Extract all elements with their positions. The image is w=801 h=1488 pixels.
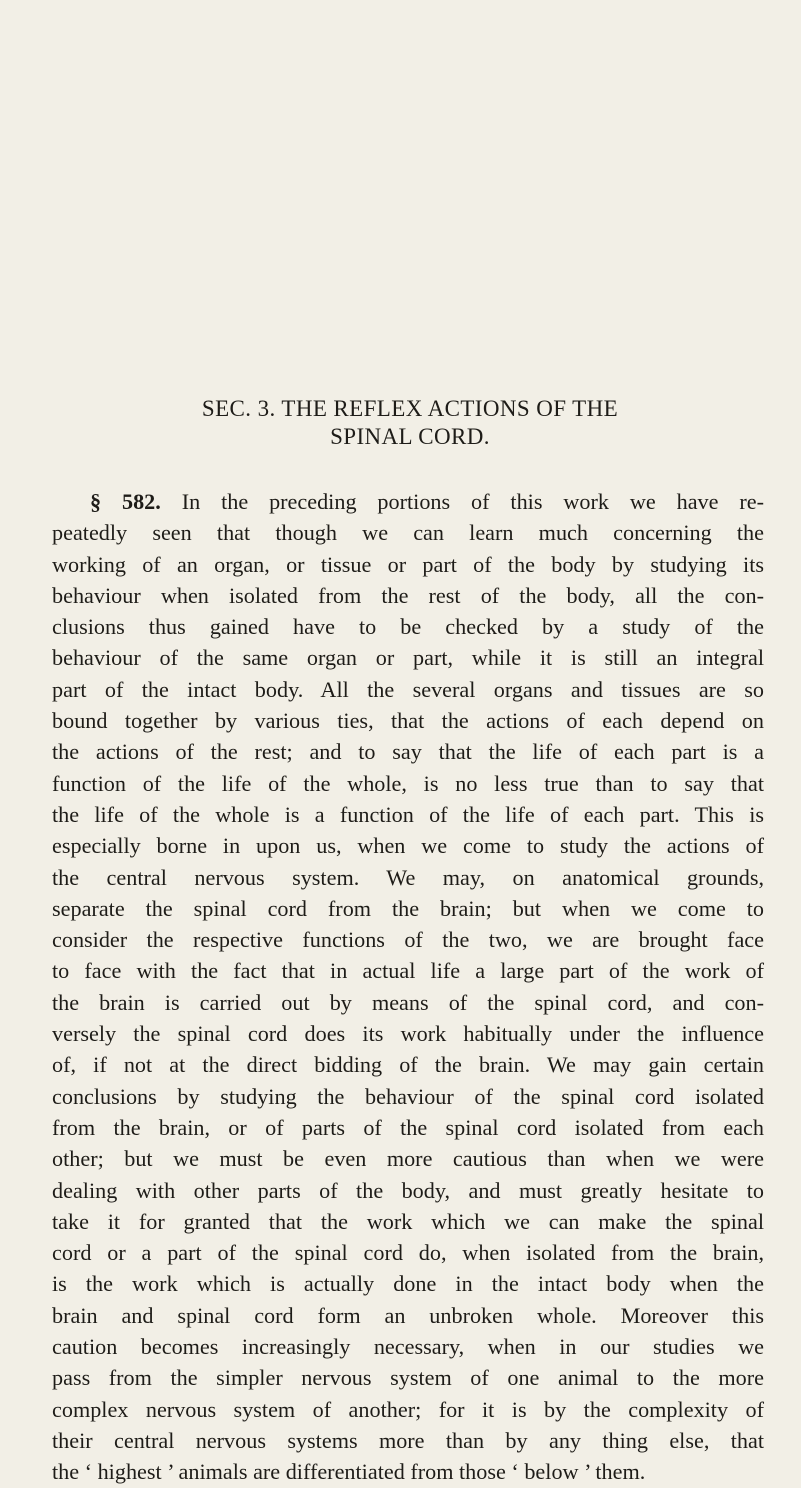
text-line: the ‘ highest ’ animals are differentiated from those ‘ below ’ them. xyxy=(52,1459,646,1485)
text-line: behaviour when isolated from the rest of the body, all the con- xyxy=(52,582,764,608)
paragraph-number: § 582. xyxy=(90,489,161,514)
text-line: is the work which is actually done in the intact body when the xyxy=(52,1271,764,1297)
section-heading-continued: SPINAL CORD. xyxy=(330,424,490,449)
text-line: behaviour of the same organ or part, while it is still an integral xyxy=(52,645,764,671)
text-line: their central nervous systems more than by any thing else, that xyxy=(52,1427,764,1453)
text-line: take it for granted that the work which we can make the spinal xyxy=(52,1208,764,1234)
text-line: cord or a part of the spinal cord do, when isolated from the brain, xyxy=(52,1240,764,1266)
text-line: peatedly seen that though we can learn much concerning the xyxy=(52,520,764,546)
text-line: consider the respective functions of the two, we are brought face xyxy=(52,927,764,953)
text-line: part of the intact body. All the several organs and tissues are so xyxy=(52,676,764,702)
paragraph-582 xyxy=(52,486,764,1488)
text-line: the central nervous system. We may, on anatomical grounds, xyxy=(52,864,764,890)
text-line: conclusions by studying the behaviour of the spinal cord isolated xyxy=(52,1083,764,1109)
text-line: the brain is carried out by means of the spinal cord, and con- xyxy=(52,989,764,1015)
text-line: bound together by various ties, that the actions of each depend on xyxy=(52,708,764,734)
text-line: brain and spinal cord form an unbroken whole. Moreover this xyxy=(52,1302,764,1328)
text-line: dealing with other parts of the body, and must greatly hesitate to xyxy=(52,1177,764,1203)
text-line: to face with the fact that in actual life a large part of the work of xyxy=(52,958,764,984)
text-line: complex nervous system of another; for it is by the complexity of xyxy=(52,1396,764,1422)
text-line: function of the life of the whole, is no less true than to say that xyxy=(52,770,764,796)
section-heading: SEC. 3. THE REFLEX ACTIONS OF THE xyxy=(201,396,619,421)
text-line: caution becomes increasingly necessary, when in our studies we xyxy=(52,1334,764,1360)
text-line: of, if not at the direct bidding of the brain. We may gain certain xyxy=(52,1052,764,1078)
text-line: the actions of the rest; and to say that the life of each part is a xyxy=(52,739,764,765)
text-line: other; but we must be even more cautious than when we were xyxy=(52,1146,764,1172)
text-line: from the brain, or of parts of the spinal cord isolated from each xyxy=(52,1114,764,1140)
text-line: especially borne in upon us, when we come to study the actions of xyxy=(52,833,764,859)
text-line: separate the spinal cord from the brain; but when we come to xyxy=(52,895,764,921)
text-line: working of an organ, or tissue or part of the body by studying its xyxy=(52,551,764,577)
text-line: § 582. In the preceding portions of this work we have re- xyxy=(90,489,764,514)
text-line: pass from the simpler nervous system of one animal to the more xyxy=(52,1365,764,1391)
text-line: versely the spinal cord does its work habitually under the influence xyxy=(52,1021,764,1047)
text-line: the life of the whole is a function of the life of each part. This is xyxy=(52,801,764,827)
text-line: clusions thus gained have to be checked by a study of the xyxy=(52,614,764,640)
